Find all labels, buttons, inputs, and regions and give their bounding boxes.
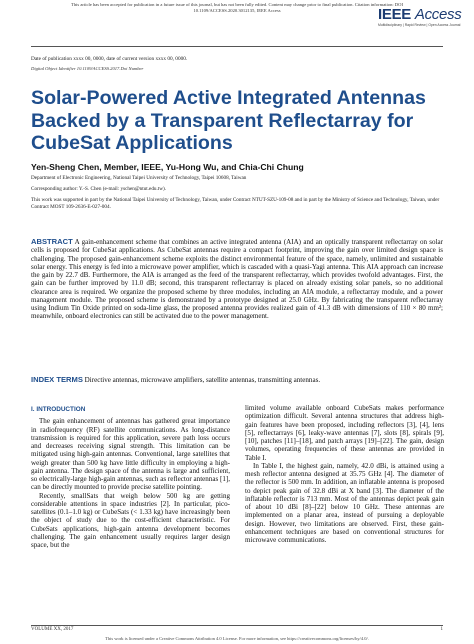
footer-divider xyxy=(31,625,443,626)
funding-note: This work was supported in part by the National Taipei University of Technology, Taiwan, under Contract NTUT-SZU-109-08 and in part by the Ministry of Science and Technology, Taiwan, under Contract MOST 109-2636-E-027-004. xyxy=(31,197,440,210)
affiliation: Department of Electronic Engineering, National Taipei University of Technology, Taipei 10608, Taiwan xyxy=(31,175,247,181)
intro-paragraph-2: Recently, smallSats that weigh below 500 kg are getting considerable attentions in space industries [2]. In particular, pico-satellites (0.1–1.0 kg) or CubeSats (< 1.33 kg) have increasingly been the object of study due to the cost-efficient characteristic. For CubeSats applications, high-gain antenna development becomes challenging. The gain enhancement usually requires larger design space, but the xyxy=(31,491,230,549)
logo-wordmark xyxy=(378,6,462,23)
index-terms xyxy=(31,376,443,384)
notice-line-2: 10.1109/ACCESS.2020.3012135, IEEE Access xyxy=(193,7,281,13)
intro-paragraph-1: The gain enhancement of antennas has gathered great importance in radiofrequency (RF) satellite communications. As long-distance transmission is required for this application, severe path loss occurs and decreases receiving signal strength. This limitation can be mitigated using high-gain antennas. Conventional, large satellites that weigh greater than 500 kg have little difficulty in employing a high-gain antenna. The design space of the antenna is large and sufficient, so electrically-large high-gain antennas, such as reflector antennas [1], can be directly mounted to provide precise satellite pointing. xyxy=(31,417,230,492)
abstract-label: ABSTRACT xyxy=(31,237,73,246)
logo-access: Access xyxy=(414,6,462,23)
index-terms-text: Directive antennas, microwave amplifiers, satellite antennas, transmitting antennas. xyxy=(84,376,321,384)
author-list: Yen-Sheng Chen, Member, IEEE, Yu-Hong Wu, and Chia-Chi Chung xyxy=(31,162,304,172)
corresponding-author: Corresponding author: Y.-S. Chen (e-mail: yschen@ntut.edu.tw). xyxy=(31,186,167,192)
right-column xyxy=(245,404,444,544)
notice-line-1: This article has been accepted for publication in a future issue of this journal, but has not been fully edited. Content may change prior to final publication. Citation information: DOI xyxy=(71,2,403,7)
section-heading-introduction: I. INTRODUCTION xyxy=(31,406,86,413)
publication-date: Date of publication xxxx 00, 0000, date of current version xxxx 00, 0000. xyxy=(31,56,188,62)
page-number: 1 xyxy=(440,627,443,632)
header-divider xyxy=(31,46,443,47)
logo-tagline: Multidisciplinary | Rapid Review | Open Access Journal xyxy=(378,23,461,27)
abstract xyxy=(31,238,443,321)
license-notice: This work is licensed under a Creative Commons Attribution 4.0 License. For more information, see https://creativecommons.org/licenses/by/4.0/. xyxy=(105,636,369,641)
paper-title: Solar-Powered Active Integrated Antennas Backed by a Transparent Reflectarray for CubeSat Applications xyxy=(31,87,426,154)
left-column xyxy=(31,406,230,549)
index-terms-label: INDEX TERMS xyxy=(31,375,83,384)
abstract-text: A gain-enhancement scheme that combines an active integrated antenna (AIA) and an optically transparent reflectarray on solar cells is proposed for CubeSat applications. As CubeSat antennas require a compact footprint, improving the gain over limited design space is challenging. The proposed gain-enhancement scheme exploits the distinct environmental feature of the space, namely, unlimited and sustainable solar energy. This energy is fed into a microwave power amplifier, which is cascaded with a quasi-Yagi antenna. This AIA approach can increase the gain by 22.7 dB. Furthermore, the AIA is arranged as the feed of the transparent reflectarray, which provides twofold advantages. First, the gain can be further improved by 11.0 dB; second, this transparent reflectarray is placed on already existing solar panels, so no additional clearance area is required. We organize the proposed scheme by three modules, including an AIA module, a reflectarray module, and a power management module. The proposed scheme is demonstrated by a prototype designed at 25.0 GHz. By fabricating the transparent reflectarray using Indium Tin Oxide printed on soda-lime glass, the proposed antenna provides realized gain of 41.3 dB with dimensions of 110 × 80 mm²; meanwhile, onboard electronics can still be activated due to the power management. xyxy=(31,238,443,321)
volume-label: VOLUME XX, 2017 xyxy=(31,627,74,632)
intro-paragraph-3: limited volume available onboard CubeSats makes performance optimization difficult. Several antenna structures that address high-gain features have been proposed, including reflectors [3], [4], lens [5], reflectarrays [6], leaky-wave antennas [7], slots [8], spirals [9], [10], patches [11]–[18], and patch arrays [19]–[22]. The gain, design volumes, operating frequencies of these antennas are provided in Table I. xyxy=(245,404,444,462)
ieee-access-logo xyxy=(378,6,462,27)
logo-ieee: IEEE xyxy=(378,6,411,23)
intro-paragraph-4: In Table I, the highest gain, namely, 42.0 dBi, is attained using a mesh reflector antenna designed at 35.75 GHz [4]. The diameter of the reflector is 500 mm. In addition, an inflatable antenna is proposed to depict peak gain of 32.8 dBi at X band [3]. The diameter of the inflatable reflector is 713 mm. Most of the antennas depict peak gain of about 10 dBi [8]–[22] below 10 GHz. These antennas are implemented on a planar area, instead of pursuing a deployable design. However, two limitations are observed. First, these gain-enhancement techniques are based on conventional structures for microwave communications. xyxy=(245,461,444,544)
doi-line: Digital Object Identifier 10.1109/ACCESS.2017.Doi Number xyxy=(31,66,144,71)
